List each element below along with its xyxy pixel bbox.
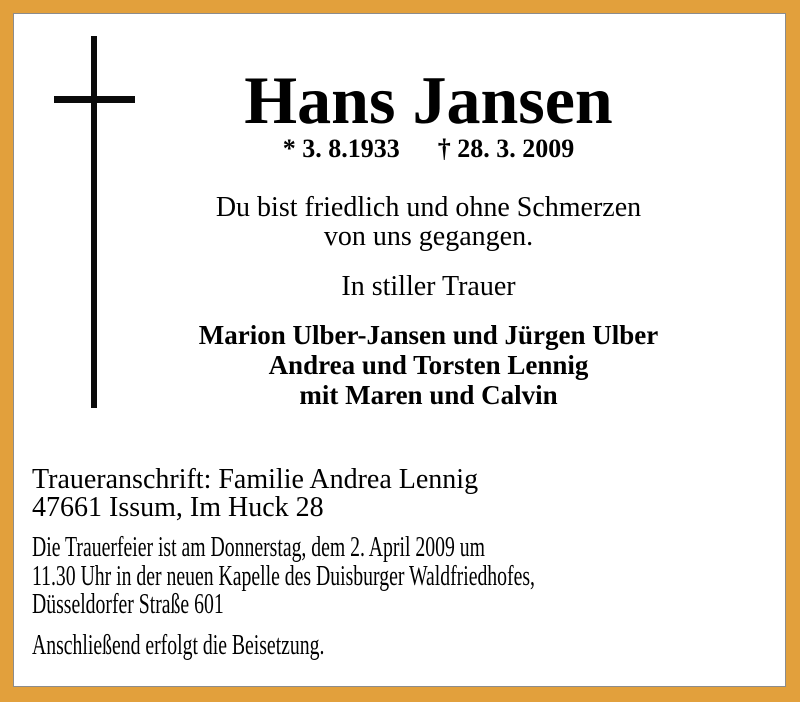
mourner-line: Andrea und Torsten Lennig: [268, 350, 589, 380]
funeral-service-line-2: 11.30 Uhr in der neuen Kapelle des Duisburger Waldfriedhofes,: [32, 559, 535, 592]
burial-note: Anschließend erfolgt die Beisetzung.: [32, 629, 325, 661]
farewell-verse-line-2: von uns gegangen.: [323, 221, 534, 252]
mourner-line: mit Maren und Calvin: [299, 380, 558, 410]
farewell-verse: [72, 193, 785, 251]
birth-date: * 3. 8.1933: [282, 134, 400, 163]
obituary-notice-body: [14, 14, 785, 686]
condolence-address-line-1: Traueranschrift: Familie Andrea Lennig: [32, 464, 479, 495]
life-dates: [72, 136, 785, 162]
mourner-line: Marion Ulber-Jansen und Jürgen Ulber: [198, 320, 659, 350]
farewell-verse-line-1: Du bist friedlich und ohne Schmerzen: [215, 192, 642, 223]
funeral-service-line-1: Die Trauerfeier ist am Donnerstag, dem 2. April 2009 um: [32, 531, 485, 563]
mourning-intro: In stiller Trauer: [341, 271, 516, 302]
funeral-service-info: [32, 533, 535, 619]
death-date: † 28. 3. 2009: [437, 134, 575, 163]
funeral-service-line-3: Düsseldorfer Straße 601: [32, 588, 224, 620]
deceased-name: Hans Jansen: [244, 62, 613, 138]
mourners-list: [72, 320, 785, 410]
condolence-address: [32, 466, 478, 522]
condolence-address-line-2: 47661 Issum, Im Huck 28: [32, 492, 324, 523]
obituary-notice-card: [13, 13, 786, 687]
